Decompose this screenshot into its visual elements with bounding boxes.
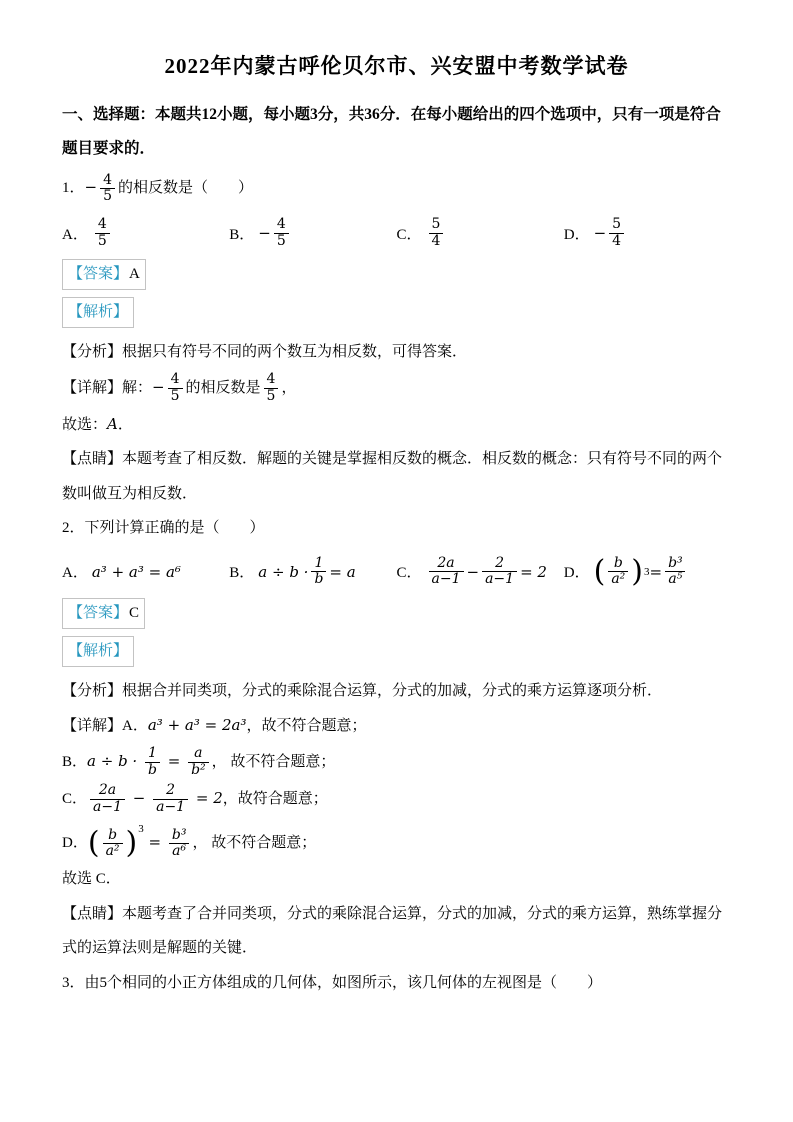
- q3-question: [62, 966, 731, 1001]
- q2-comment: [62, 897, 731, 966]
- q1-comment: [62, 442, 731, 511]
- fraction-numerator: a: [194, 745, 203, 762]
- fraction-denominator: b: [145, 762, 160, 779]
- fraction-denominator: b²: [188, 762, 209, 779]
- option: [62, 561, 229, 582]
- text-run: 【分析】根据合并同类项，分式的乘除混合运算，分式的加减，分式的乘方运算逐项分析．: [62, 682, 663, 699]
- fraction: [168, 372, 183, 404]
- q2-options: [62, 554, 731, 590]
- q2-conclusion: [62, 862, 731, 897]
- option-label: A．: [62, 565, 88, 582]
- fraction-numerator: 2a: [98, 781, 117, 798]
- q2-detail-c: [62, 781, 731, 818]
- answer-box: [62, 598, 145, 629]
- fraction: [153, 783, 188, 815]
- fraction: [103, 828, 123, 860]
- text-run: ，故符合题意；: [222, 790, 328, 807]
- text-run: ， 故不符合题意；: [192, 835, 317, 852]
- option: [397, 215, 564, 251]
- q2-detail-b: [62, 744, 731, 781]
- answer-box: [62, 259, 146, 290]
- q2-question: [62, 511, 731, 546]
- document-body: [62, 170, 731, 1000]
- math-run: = 2: [191, 788, 223, 807]
- fraction: [95, 217, 110, 249]
- fraction-denominator: a−1: [153, 799, 188, 816]
- math-run: a³ + a³ = a⁶: [91, 562, 181, 581]
- fraction-denominator: a−1: [90, 799, 125, 816]
- option-label: C．: [396, 565, 422, 582]
- math-run: a³ + a³ = 2a³: [147, 716, 247, 735]
- math-run: −: [128, 788, 151, 807]
- text-run: 【点睛】本题考查了合并同类项，分式的乘除混合运算，分式的加减，分式的乘方运算，熟练掌握分式的运算法则是解题的关键．: [62, 905, 723, 957]
- answer-tag: 【答案】: [68, 266, 129, 283]
- fraction-denominator: a²: [608, 571, 628, 588]
- answer-tag: 【解析】: [68, 642, 129, 659]
- fraction-numerator: 4: [276, 215, 286, 232]
- fraction-numerator: 1: [314, 554, 324, 571]
- fraction: [188, 746, 209, 778]
- option: [229, 554, 396, 590]
- fraction-denominator: 5: [100, 188, 115, 205]
- fraction-denominator: a−1: [482, 571, 517, 588]
- fraction: [264, 372, 279, 404]
- option: [397, 554, 564, 590]
- fraction-numerator: b³: [668, 554, 683, 571]
- fraction-denominator: a²: [103, 843, 123, 860]
- fraction-numerator: 5: [431, 215, 441, 232]
- text-run: 3．由5个相同的小正方体组成的几何体，如图所示，该几何体的左视图是（ ）: [62, 974, 603, 991]
- answer-tag: 【解析】: [68, 304, 129, 321]
- text-run: B．: [62, 753, 88, 770]
- q1-detail: [62, 370, 731, 407]
- math-run: −: [593, 224, 607, 243]
- fraction: [608, 556, 628, 588]
- math-run: −: [152, 377, 165, 396]
- math-run: −: [466, 562, 480, 581]
- fraction-numerator: 4: [103, 171, 113, 188]
- option-label: D．: [563, 565, 590, 582]
- text-run: 【详解】解：: [62, 379, 153, 396]
- option: [229, 215, 396, 251]
- math-run: =: [649, 562, 663, 581]
- math-run: A: [107, 414, 118, 433]
- power-superscript: 3: [138, 823, 144, 836]
- answer-tag: 【答案】: [68, 604, 129, 621]
- fraction-denominator: 5: [274, 233, 289, 250]
- fraction: [609, 217, 624, 249]
- big-paren: (: [87, 825, 100, 861]
- fraction-denominator: 5: [168, 388, 183, 405]
- fraction-numerator: 4: [97, 215, 107, 232]
- fraction-numerator: 4: [266, 371, 276, 388]
- answer-value: A: [129, 266, 140, 283]
- fraction-numerator: 2a: [437, 554, 455, 571]
- option: [564, 215, 731, 251]
- fraction-denominator: a⁵: [665, 571, 685, 588]
- text-run: 故选：: [62, 416, 108, 433]
- text-run: 2．下列计算正确的是（ ）: [62, 520, 265, 536]
- text-run: 【点睛】本题考查了相反数．解题的关键是掌握相反数的概念．相反数的概念：只有符号不同的两个数叫做互为相反数．: [62, 451, 723, 502]
- fraction-denominator: 4: [429, 233, 444, 250]
- fraction-denominator: b: [311, 571, 326, 588]
- option-label: C．: [396, 226, 422, 243]
- text-run: 【分析】根据只有符号不同的两个数互为相反数，可得答案．: [62, 344, 468, 361]
- option-label: B．: [229, 226, 255, 243]
- option: [564, 554, 731, 590]
- fraction-numerator: b: [613, 554, 623, 571]
- fraction: [665, 556, 686, 588]
- text-run: 【详解】A．: [62, 718, 148, 735]
- fraction: [145, 746, 160, 778]
- math-run: −: [84, 178, 98, 197]
- math-run: =: [162, 751, 186, 770]
- q2-answer: [62, 598, 731, 629]
- fraction-numerator: b: [108, 826, 118, 843]
- option: [62, 215, 229, 251]
- page-title: 2022年内蒙古呼伦贝尔市、兴安盟中考数学试卷: [164, 54, 629, 78]
- answer-value: C: [129, 604, 140, 621]
- fraction-denominator: a−1: [429, 571, 464, 588]
- q1-question: [62, 170, 731, 207]
- q1-analysis: [62, 335, 731, 370]
- q2-detail-d: [62, 817, 731, 862]
- big-paren: (: [593, 553, 606, 589]
- power-superscript: 3: [644, 565, 650, 578]
- q1-jiexi: [62, 297, 731, 328]
- math-run: a ÷ b ·: [258, 562, 309, 581]
- text-run: 1．: [62, 180, 85, 197]
- answer-box: [62, 297, 134, 328]
- answer-box: [62, 636, 134, 667]
- fraction: [100, 173, 115, 205]
- fraction: [90, 783, 125, 815]
- text-run: ，: [281, 379, 297, 396]
- fraction: [429, 556, 464, 588]
- q2-analysis: [62, 674, 731, 709]
- text-run: 的相反数是（ ）: [118, 180, 254, 197]
- text-run: ， 故不符合题意；: [211, 753, 336, 770]
- fraction-numerator: 5: [612, 215, 622, 232]
- big-paren: ): [631, 553, 643, 589]
- option-label: A．: [62, 226, 88, 243]
- q2-detail-a: [62, 708, 731, 744]
- fraction-numerator: 2: [495, 554, 505, 571]
- section-header: 一、选择题：本题共12小题，每小题3分，共36分．在每小题给出的四个选项中，只有一项是符合题目要求的．: [62, 106, 721, 158]
- text-run: 故选 C．: [62, 871, 121, 888]
- text-run: ．: [117, 416, 133, 433]
- fraction-denominator: 4: [609, 233, 624, 250]
- big-paren: ): [125, 825, 138, 861]
- text-run: 的相反数是: [185, 379, 261, 396]
- fraction: [169, 828, 190, 860]
- fraction: [429, 217, 444, 249]
- fraction: [311, 556, 326, 588]
- fraction-numerator: 4: [170, 371, 180, 388]
- fraction-numerator: 2: [166, 781, 176, 798]
- math-run: a ÷ b ·: [87, 751, 142, 770]
- text-run: C．: [62, 790, 88, 807]
- q1-options: [62, 215, 731, 251]
- fraction-numerator: b³: [171, 826, 187, 843]
- option-label: B．: [229, 565, 255, 582]
- fraction-numerator: 1: [148, 745, 157, 762]
- option-label: D．: [563, 226, 590, 243]
- q1-answer: [62, 259, 731, 290]
- math-run: = a: [329, 562, 356, 581]
- fraction-denominator: 5: [95, 233, 110, 250]
- fraction: [482, 556, 517, 588]
- math-run: = 2: [520, 562, 547, 581]
- math-run: −: [258, 224, 271, 243]
- q2-jiexi: [62, 636, 731, 667]
- text-run: D．: [62, 835, 88, 852]
- fraction-denominator: 5: [264, 388, 279, 405]
- math-run: =: [143, 833, 166, 852]
- text-run: ，故不符合题意；: [246, 718, 367, 735]
- q1-conclusion: [62, 407, 731, 443]
- fraction: [274, 217, 289, 249]
- fraction-denominator: a⁶: [169, 843, 189, 860]
